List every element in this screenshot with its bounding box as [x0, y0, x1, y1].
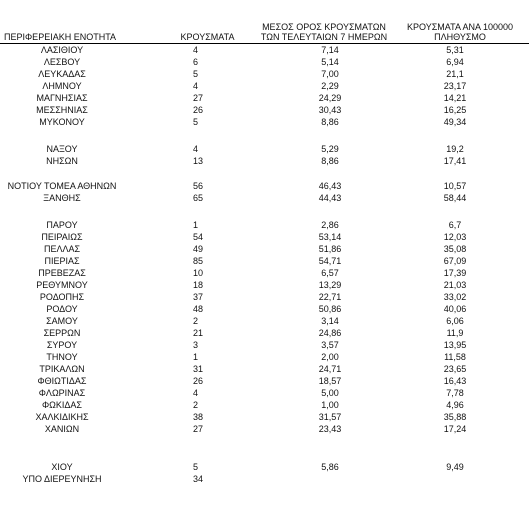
cell-avg7: 22,71	[318, 292, 342, 302]
cell-region: ΛΗΜΝΟΥ	[42, 81, 82, 91]
cell-per100k: 49,34	[443, 117, 467, 127]
cell-region: ΝΑΞΟΥ	[46, 144, 78, 154]
cell-region: ΥΠΟ ΔΙΕΡΕΥΝΗΣΗ	[22, 474, 102, 484]
cell-cases: 31	[193, 364, 204, 374]
cell-cases: 5	[193, 117, 199, 127]
table-row	[0, 387, 529, 399]
table-row	[0, 68, 529, 80]
header-avg7-line2: ΤΩΝ ΤΕΛΕΥΤΑΙΩΝ 7 ΗΜΕΡΩΝ	[260, 32, 388, 42]
cell-avg7: 5,86	[321, 462, 339, 472]
cell-avg7: 53,14	[318, 232, 342, 242]
cell-avg7: 2,86	[321, 220, 339, 230]
cell-per100k: 6,7	[448, 220, 462, 230]
table-row	[0, 56, 529, 68]
cell-avg7: 3,14	[321, 316, 339, 326]
cell-per100k: 16,43	[443, 376, 467, 386]
table-row	[0, 116, 529, 128]
cell-per100k: 17,41	[443, 156, 467, 166]
cell-cases: 49	[193, 244, 204, 254]
cell-cases: 54	[193, 232, 204, 242]
cell-avg7: 5,00	[321, 388, 339, 398]
cell-avg7: 24,29	[318, 93, 342, 103]
cell-avg7: 30,43	[318, 105, 342, 115]
table-row	[0, 143, 529, 155]
cell-cases: 1	[193, 352, 199, 362]
cell-region: ΠΕΙΡΑΙΩΣ	[41, 232, 83, 242]
cell-cases: 4	[193, 81, 199, 91]
table-row	[0, 327, 529, 339]
cell-cases: 4	[193, 388, 199, 398]
cell-avg7: 5,14	[321, 57, 339, 67]
cell-per100k: 17,39	[443, 268, 467, 278]
cell-region: ΛΑΣΙΘΙΟΥ	[40, 45, 84, 55]
cell-cases: 27	[193, 424, 204, 434]
cell-cases: 3	[193, 340, 199, 350]
cell-per100k: 21,03	[443, 280, 467, 290]
cell-avg7: 5,29	[321, 144, 339, 154]
cell-region: ΦΩΚΙΔΑΣ	[42, 400, 82, 410]
cell-avg7: 1,00	[321, 400, 339, 410]
cell-region: ΧΑΛΚΙΔΙΚΗΣ	[35, 412, 89, 422]
cell-region: ΛΕΥΚΑΔΑΣ	[38, 69, 86, 79]
cell-cases: 2	[193, 316, 199, 326]
cell-cases: 10	[193, 268, 204, 278]
cell-avg7: 8,86	[321, 117, 339, 127]
cell-per100k: 23,17	[443, 81, 467, 91]
cell-avg7: 44,43	[318, 193, 342, 203]
cell-avg7: 31,57	[318, 412, 342, 422]
cell-avg7: 18,57	[318, 376, 342, 386]
cell-region: ΧΑΝΙΩΝ	[44, 424, 80, 434]
cell-per100k: 23,65	[443, 364, 467, 374]
cell-region: ΠΡΕΒΕΖΑΣ	[38, 268, 86, 278]
table-row	[0, 339, 529, 351]
header-per100k-line2: ΠΛΗΘΥΣΜΟ	[434, 32, 486, 42]
cell-per100k: 35,08	[443, 244, 467, 254]
cell-per100k: 4,96	[446, 400, 464, 410]
cell-per100k: 40,06	[443, 304, 467, 314]
table-row	[0, 44, 529, 56]
cell-cases: 56	[193, 181, 204, 191]
cell-cases: 2	[193, 400, 199, 410]
cell-region: ΡΟΔΟΠΗΣ	[39, 292, 85, 302]
table-row	[0, 231, 529, 243]
cell-cases: 38	[193, 412, 204, 422]
cell-cases: 4	[193, 144, 199, 154]
cell-cases: 13	[193, 156, 204, 166]
cell-region: ΛΕΣΒΟΥ	[43, 57, 81, 67]
table-row	[0, 461, 529, 473]
table-row	[0, 192, 529, 204]
cell-per100k: 21,1	[446, 69, 464, 79]
cell-avg7: 50,86	[318, 304, 342, 314]
cell-region: ΠΙΕΡΙΑΣ	[44, 256, 80, 266]
header-region: ΠΕΡΙΦΕΡΕΙΑΚΗ ΕΝΟΤΗΤΑ	[4, 32, 117, 42]
table-row	[0, 423, 529, 435]
cell-per100k: 7,78	[446, 388, 464, 398]
cell-per100k: 9,49	[446, 462, 464, 472]
cell-per100k: 11,58	[444, 352, 466, 362]
cell-cases: 1	[193, 220, 199, 230]
cell-per100k: 16,25	[443, 105, 467, 115]
cell-per100k: 10,57	[443, 181, 467, 191]
cell-avg7: 7,14	[321, 45, 339, 55]
header-per100k-line1: ΚΡΟΥΣΜΑΤΑ ΑΝΑ 100000	[407, 22, 513, 32]
cell-per100k: 19,2	[446, 144, 464, 154]
cell-region: ΝΟΤΙΟΥ ΤΟΜΕΑ ΑΘΗΝΩΝ	[7, 181, 117, 191]
cell-avg7: 2,00	[321, 352, 339, 362]
cell-cases: 5	[193, 462, 199, 472]
cell-region: ΡΕΘΥΜΝΟΥ	[36, 280, 88, 290]
table-row	[0, 180, 529, 192]
table-row	[0, 155, 529, 167]
cell-avg7: 51,86	[318, 244, 342, 254]
cell-avg7: 3,57	[321, 340, 339, 350]
cell-region: ΦΘΙΩΤΙΔΑΣ	[37, 376, 87, 386]
cell-region: ΠΑΡΟΥ	[46, 220, 78, 230]
header-avg7	[248, 22, 400, 42]
cell-region: ΦΛΩΡΙΝΑΣ	[38, 388, 86, 398]
cell-cases: 34	[193, 474, 204, 484]
cell-region: ΣΕΡΡΩΝ	[43, 328, 81, 338]
cell-region: ΣΑΜΟΥ	[46, 316, 78, 326]
header-per100k	[395, 22, 525, 42]
table-row	[0, 473, 529, 485]
cell-cases: 37	[193, 292, 204, 302]
cell-avg7: 13,29	[318, 280, 342, 290]
cell-per100k: 12,03	[443, 232, 467, 242]
table-row	[0, 279, 529, 291]
cell-per100k: 33,02	[443, 292, 467, 302]
cell-cases: 85	[193, 256, 204, 266]
cell-per100k: 35,88	[443, 412, 467, 422]
table-row	[0, 411, 529, 423]
table-row	[0, 291, 529, 303]
cell-avg7: 2,29	[321, 81, 339, 91]
cell-region: ΞΑΝΘΗΣ	[43, 193, 81, 203]
cell-region: ΜΕΣΣΗΝΙΑΣ	[36, 105, 88, 115]
table-row	[0, 104, 529, 116]
cell-cases: 26	[193, 376, 204, 386]
cell-avg7: 24,71	[318, 364, 342, 374]
cell-cases: 65	[193, 193, 204, 203]
cell-per100k: 67,09	[443, 256, 467, 266]
cell-region: ΜΥΚΟΝΟΥ	[39, 117, 85, 127]
cell-cases: 48	[193, 304, 204, 314]
cell-region: ΝΗΣΩΝ	[46, 156, 78, 166]
cell-region: ΠΕΛΛΑΣ	[43, 244, 81, 254]
cell-per100k: 11,9	[446, 328, 464, 338]
table-row	[0, 80, 529, 92]
table-row	[0, 219, 529, 231]
cell-avg7: 46,43	[318, 181, 342, 191]
table-row	[0, 351, 529, 363]
table-row	[0, 399, 529, 411]
cell-per100k: 6,06	[446, 316, 464, 326]
cell-cases: 5	[193, 69, 199, 79]
cell-avg7: 8,86	[321, 156, 339, 166]
table-row	[0, 267, 529, 279]
table-row	[0, 243, 529, 255]
cell-cases: 27	[193, 93, 204, 103]
cell-per100k: 58,44	[443, 193, 467, 203]
cell-region: ΜΑΓΝΗΣΙΑΣ	[36, 93, 88, 103]
table-row	[0, 303, 529, 315]
cell-cases: 4	[193, 45, 199, 55]
cell-avg7: 24,86	[318, 328, 342, 338]
table-row	[0, 255, 529, 267]
cell-cases: 18	[193, 280, 204, 290]
table-row	[0, 375, 529, 387]
header-cases: ΚΡΟΥΣΜΑΤΑ	[180, 32, 235, 42]
cell-per100k: 13,95	[443, 340, 467, 350]
cell-avg7: 7,00	[321, 69, 339, 79]
cell-per100k: 17,24	[443, 424, 467, 434]
cell-per100k: 6,94	[446, 57, 464, 67]
table-row	[0, 363, 529, 375]
cell-per100k: 14,21	[443, 93, 467, 103]
cell-region: ΤΗΝΟΥ	[46, 352, 78, 362]
cell-avg7: 6,57	[321, 268, 339, 278]
cell-cases: 6	[193, 57, 199, 67]
cell-per100k: 5,31	[446, 45, 464, 55]
cell-avg7: 23,43	[318, 424, 342, 434]
table-row	[0, 92, 529, 104]
cell-region: ΣΥΡΟΥ	[46, 340, 78, 350]
header-avg7-line1: ΜΕΣΟΣ ΟΡΟΣ ΚΡΟΥΣΜΑΤΩΝ	[262, 22, 386, 32]
cell-avg7: 54,71	[318, 256, 342, 266]
cell-region: ΧΙΟΥ	[51, 462, 73, 472]
table-row	[0, 315, 529, 327]
cell-region: ΡΟΔΟΥ	[46, 304, 78, 314]
cell-cases: 21	[193, 328, 204, 338]
cell-region: ΤΡΙΚΑΛΩΝ	[39, 364, 85, 374]
cell-cases: 26	[193, 105, 204, 115]
